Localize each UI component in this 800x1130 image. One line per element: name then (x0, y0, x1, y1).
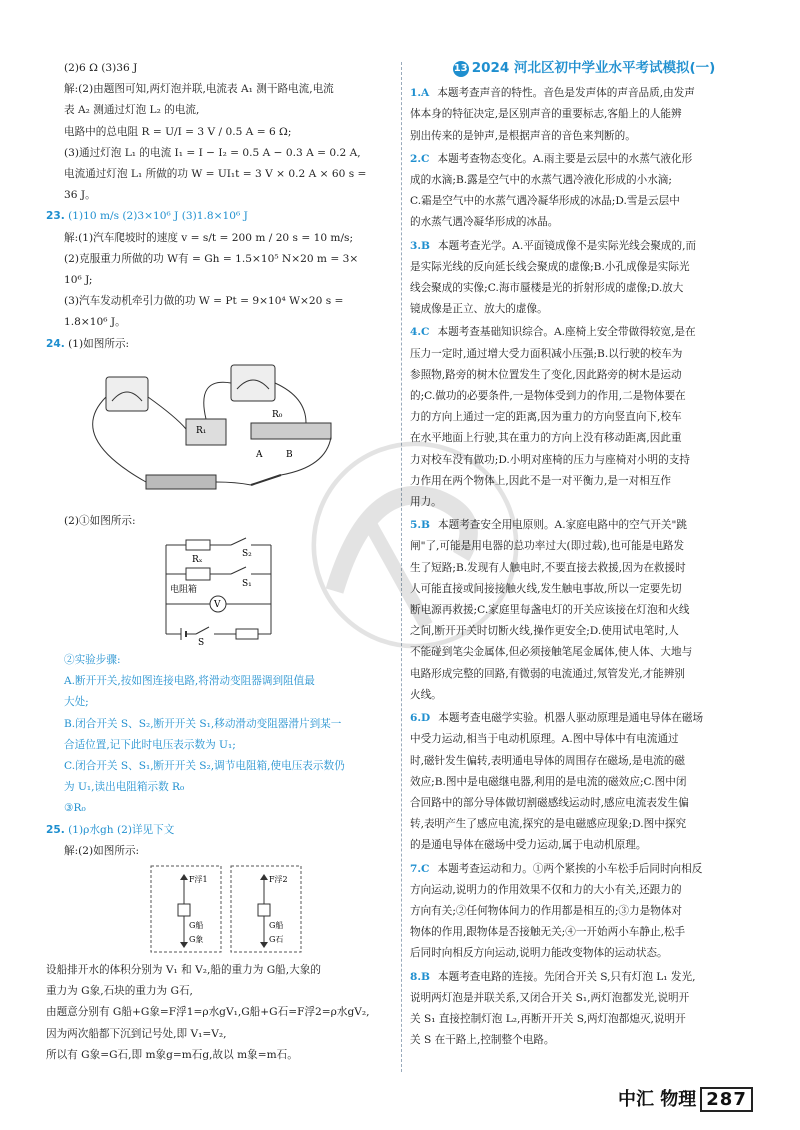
answer-line: 压力一定时,通过增大受力面积减小压强;B.以行驶的校车为 (410, 347, 683, 360)
answer-line: 闸"了,可能是用电器的总功率过大(即过载),也可能是电路发 (410, 540, 685, 553)
label-f1: F浮1 (189, 875, 208, 885)
answer-line: 体本身的特征决定,是区别声音的重要标志,客船上的人能辨 (410, 108, 682, 121)
answer-line: 不能碰到笔尖金属体,但必须接触笔尾金属体,使人体、大地与 (410, 646, 693, 659)
answer-number: 3.B (410, 239, 431, 252)
q24-step: A.断开开关,按如图连接电路,将滑动变阻器调到阻值最 (64, 675, 315, 688)
answer-first-line (410, 322, 758, 343)
q24-step: 为 U₁,读出电阻箱示数 R₀ (64, 781, 185, 794)
answer-text: 本题考查物态变化。A.雨主要是云层中的水蒸气液化形 (437, 152, 693, 165)
answer-text: 本题考查基础知识综合。A.座椅上安全带做得较宽,是在 (437, 326, 696, 339)
switch-s2-icon (231, 538, 246, 545)
answer-line: 人可能直接或间接接触火线,发生触电事故,所以一定要先切 (410, 582, 682, 595)
right-column (410, 58, 758, 1053)
answer-number: 1.A (410, 87, 430, 100)
label-f2: F浮2 (269, 875, 288, 885)
answer-line: C.霜是空气中的水蒸气遇冷凝华形成的冰晶;D.雪是云层中 (410, 195, 680, 208)
answer-first-line (410, 83, 758, 104)
q22-line: 表 A₂ 测通过灯泡 L₂ 的电流, (64, 104, 200, 117)
q24-step: B.闭合开关 S、S₂,断开开关 S₁,移动滑动变阻器滑片到某一 (64, 717, 342, 730)
answer-first-line (410, 859, 758, 880)
label-s: S (198, 638, 205, 647)
answer-line: 镜成像是正立、放大的虚像。 (410, 303, 548, 316)
answer-text: 本题考查运动和力。①两个紧挨的小车松手后同时向相反 (437, 862, 703, 875)
answer-text: 本题考查电磁学实验。机器人驱动原理是通电导体在磁场 (438, 712, 704, 725)
q23-line: (2)克服重力所做的功 W有 = Gh = 1.5×10⁵ N×20 m = 3× (64, 252, 359, 265)
left-column (46, 58, 394, 1066)
label-b: B (286, 449, 293, 460)
q22-answers: (2)6 Ω (3)36 J (64, 62, 138, 74)
q25-line: 所以有 G象=G石,即 m象g=m石g,故以 m象=m石。 (46, 1048, 298, 1061)
q23-header (46, 206, 394, 227)
answer-line: 转,表明产生了感应电流,探究的是电磁感应现象;D.图中探究 (410, 818, 687, 831)
section-number-badge: 13 (453, 61, 469, 77)
label-g-shi: G石 (269, 935, 284, 945)
q25-head: 解:(2)如图所示: (64, 844, 140, 857)
answer-line: 方向有关;②任何物体间力的作用都是相互的;③力是物体对 (410, 904, 682, 917)
q23-number: 23. (46, 210, 65, 223)
answer-item (410, 322, 758, 513)
answer-line: 后同时向相反方向运动,说明力能改变物体的运动状态。 (410, 947, 668, 960)
answer-item (410, 83, 758, 147)
boat-1-icon (178, 904, 190, 916)
answer-line: 方向运动,说明力的作用效果不仅和力的大小有关,还跟力的 (410, 883, 682, 896)
answer-item (410, 149, 758, 234)
q24-head: (1)如图所示: (68, 337, 130, 350)
answer-first-line (410, 515, 758, 536)
answer-line: 关 S 在干路上,控制整个电路。 (410, 1034, 555, 1047)
answer-line: 的是通电导体在磁场中受力运动,属于电动机原理。 (410, 839, 647, 852)
answer-number: 5.B (410, 519, 431, 532)
answer-first-line (410, 236, 758, 257)
answer-number: 8.B (410, 970, 431, 983)
q25-line: 设船排开水的体积分别为 V₁ 和 V₂,船的重力为 G船,大象的 (46, 964, 321, 977)
q25-header (46, 820, 394, 841)
q24-step: C.闭合开关 S、S₁,断开开关 S₂,调节电阻箱,使电压表示数仍 (64, 760, 345, 773)
label-r0: R₀ (272, 409, 283, 420)
label-g-xiang: G象 (189, 935, 204, 945)
q24-step: 大处; (64, 696, 89, 709)
q23-answers: (1)10 m/s (2)3×10⁶ J (3)1.8×10⁶ J (68, 210, 248, 223)
footer-label: 中汇 物理 (618, 1089, 697, 1110)
force-diagram-figure (46, 864, 386, 956)
answer-item (410, 515, 758, 706)
rheostat-symbol-icon (236, 629, 258, 639)
answer-first-line (410, 708, 758, 729)
q24-header (46, 334, 394, 355)
boat-2-icon (258, 904, 270, 916)
answer-text: 本题考查声音的特性。音色是发声体的声音品质,由发声 (437, 87, 695, 100)
answer-line: 的水蒸气遇冷凝华形成的冰晶。 (410, 216, 559, 229)
label-s1: S₁ (242, 579, 252, 590)
answer-number: 2.C (410, 152, 430, 165)
answer-line: 是实际光线的反向延长线会聚成的虚像;B.小孔成像是实际光 (410, 260, 690, 273)
q25-number: 25. (46, 823, 65, 836)
answer-line: 力的方向上通过一定的距离,因为重力的方向竖直向下,校车 (410, 411, 682, 424)
q23-line: (3)汽车发动机牵引力做的功 W = Pt = 9×10⁴ W×20 s = (64, 295, 344, 308)
answer-line: 火线。 (410, 688, 442, 701)
q23-line: 解:(1)汽车爬坡时的速度 v = s/t = 200 m / 20 s = 10 m/s; (64, 231, 354, 244)
answer-line: 力作用在两个物体上,因此不是一对平衡力,是一对相互作 (410, 474, 671, 487)
answer-item (410, 967, 758, 1052)
physical-circuit-figure (46, 357, 386, 507)
answer-list (410, 83, 758, 1051)
page-footer (618, 1085, 753, 1112)
resistor-rx-icon (186, 540, 210, 550)
answer-text: 本题考查光学。A.平面镜成像不是实际光线会聚成的,而 (438, 239, 697, 252)
answer-line: 生了短路;B.发现有人触电时,不要直接去救援,因为在救援时 (410, 561, 686, 574)
q24-step-title: ②实验步骤: (64, 654, 121, 667)
q22-solution (46, 79, 394, 206)
answer-line: 效应;B.图中是电磁继电器,利用的是电流的磁效应;C.图中闭 (410, 775, 687, 788)
answer-first-line (410, 149, 758, 170)
q23-line: 10⁶ J; (64, 274, 93, 287)
switch-icon (251, 475, 281, 485)
answer-line: 关 S₁ 直接控制灯泡 L₂,再断开开关 S,两灯泡都熄灭,说明开 (410, 1012, 686, 1025)
q25-answers: (1)ρ水gh (2)详见下文 (68, 823, 175, 836)
answer-number: 6.D (410, 712, 431, 725)
q25-line: 因为两次船都下沉到记号处,即 V₁=V₂, (46, 1027, 227, 1040)
label-g-chuan2: G船 (269, 921, 284, 931)
q22-line: 解:(2)由题图可知,两灯泡并联,电流表 A₁ 测干路电流,电流 (64, 83, 334, 96)
answer-number: 7.C (410, 862, 430, 875)
answer-line: 说明两灯泡是并联关系,又闭合开关 S₁,两灯泡都发光,说明开 (410, 991, 690, 1004)
label-s2: S₂ (242, 549, 252, 560)
section-title-text: 2024 河北区初中学业水平考试模拟(一) (471, 60, 716, 76)
voltmeter-icon (231, 365, 275, 401)
q22-line: (3)通过灯泡 L₁ 的电流 I₁ = I − I₂ = 0.5 A − 0.3 A = 0.2 A, (64, 146, 361, 159)
q22-line: 36 J。 (64, 189, 96, 202)
answer-line: 参照物,路旁的树木位置发生了变化,因此路旁的树木是运动 (410, 368, 682, 381)
q25-line: 重力为 G象,石块的重力为 G石, (46, 985, 193, 998)
answer-line: 用力。 (410, 496, 442, 509)
label-a: A (256, 449, 263, 460)
answer-line: 中受力运动,相当于电动机原理。A.图中导体中有电流通过 (410, 733, 679, 746)
answer-line: 电路形成完整的回路,有微弱的电流通过,氖管发光,才能辨别 (410, 667, 685, 680)
label-box: 电阻箱 (170, 585, 198, 596)
rheostat-icon (251, 423, 331, 439)
answer-line: 力对校车没有做功;D.小明对座椅的压力与座椅对小明的支持 (410, 453, 690, 466)
answer-text: 本题考查安全用电原则。A.家庭电路中的空气开关"跳 (438, 519, 687, 532)
answer-line: 合回路中的部分导体做切割磁感线运动时,感应电流表发生偏 (410, 796, 689, 809)
ammeter-icon (106, 377, 148, 411)
answer-number: 4.C (410, 326, 430, 339)
schematic-figure (46, 534, 386, 646)
answer-item (410, 236, 758, 321)
label-v: V (214, 600, 221, 611)
label-rx: Rₓ (192, 555, 203, 566)
q24-step: 合适位置,记下此时电压表示数为 U₁; (64, 738, 236, 751)
section-title (410, 58, 758, 79)
resistance-box-icon (186, 568, 210, 580)
answer-line: 成的水滴;B.露是空气中的水蒸气遇冷液化形成的小水滴; (410, 174, 672, 187)
switch-s-icon (196, 627, 209, 634)
q23-line: 1.8×10⁶ J。 (64, 316, 126, 329)
switch-s1-icon (231, 567, 246, 574)
answer-item (410, 859, 758, 965)
answer-first-line (410, 967, 758, 988)
answer-line: 在水平地面上行驶,其在重力的方向上没有移动距离,因此重 (410, 432, 682, 445)
q22-line: 电流通过灯泡 L₁ 所做的功 W = UI₁t = 3 V × 0.2 A × 60 s = (64, 168, 367, 181)
q25-line: 由题意分别有 G船+G象=F浮1=ρ水gV₁,G船+G石=F浮2=ρ水gV₂, (46, 1006, 370, 1019)
answer-item (410, 708, 758, 856)
answer-line: 线会聚成的实像;C.海市蜃楼是光的折射形成的虚像;D.放大 (410, 282, 684, 295)
answer-line: 断电源再救援;C.家庭里每盏电灯的开关应该接在灯泡和火线 (410, 604, 690, 617)
answer-line: 的;C.做功的必要条件,一是物体受到力的作用,二是物体要在 (410, 390, 686, 403)
q24-fig2-caption: (2)①如图所示: (64, 514, 136, 527)
q22-line: 电路中的总电阻 R = U/I = 3 V / 0.5 A = 6 Ω; (64, 125, 292, 138)
label-r1: R₁ (196, 425, 207, 436)
answer-line: 之间,断开开关时切断火线,操作更安全;D.使用试电笔时,人 (410, 625, 679, 638)
battery-icon (146, 475, 216, 489)
q24-end: ③R₀ (64, 802, 86, 815)
answer-line: 时,磁针发生偏转,表明通电导体的周围存在磁场,是电流的磁 (410, 754, 685, 767)
answer-text: 本题考查电路的连接。先闭合开关 S,只有灯泡 L₁ 发光, (438, 970, 696, 983)
q24-number: 24. (46, 337, 65, 350)
answer-line: 别出传来的是钟声,是根据声音的音色来判断的。 (410, 129, 636, 142)
answer-line: 物体的作用,跟物体是否接触无关;④一开始两小车静止,松手 (410, 926, 686, 939)
page-number: 287 (700, 1087, 753, 1112)
label-g-chuan: G船 (189, 921, 204, 931)
